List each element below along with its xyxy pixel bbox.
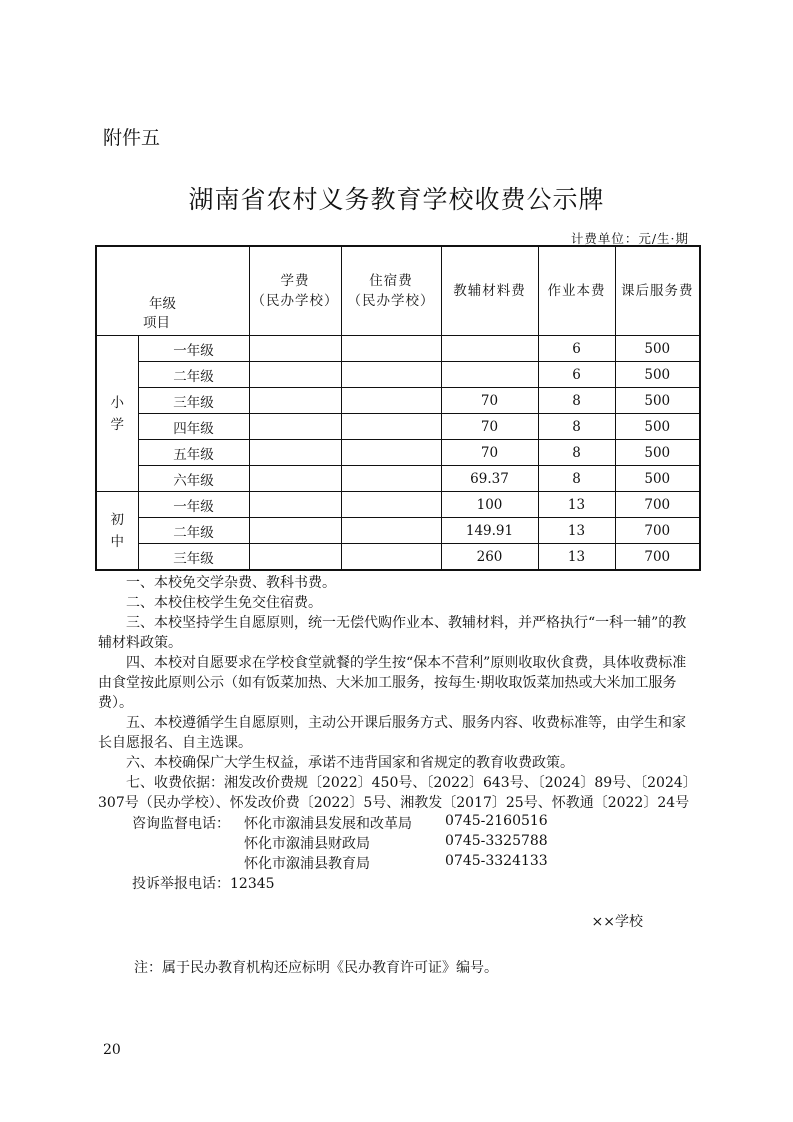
cell-lodging bbox=[341, 414, 441, 440]
note-paragraph: 四、本校对自愿要求在学校食堂就餐的学生按“保本不营利”原则收取伙食费，具体收费标准由食堂按此原则公示（如有饭菜加热、大米加工服务，按每生·期收取饭菜加热或大米加工服务费）。 bbox=[98, 655, 687, 711]
cell-materials bbox=[441, 336, 538, 362]
grade-cell: 五年级 bbox=[138, 440, 249, 466]
cell-lodging bbox=[341, 544, 441, 571]
column-header-lodging bbox=[341, 246, 441, 336]
column-header-subtext: （民办学校） bbox=[347, 293, 435, 309]
cell-materials: 70 bbox=[441, 414, 538, 440]
table-row bbox=[96, 518, 700, 544]
cell-tuition bbox=[249, 518, 341, 544]
cell-workbook: 6 bbox=[538, 362, 615, 388]
corner-item-label: 项目 bbox=[143, 315, 170, 331]
grade-cell: 二年级 bbox=[138, 362, 249, 388]
cell-lodging bbox=[341, 388, 441, 414]
contact-org: 怀化市溆浦县财政局 bbox=[244, 836, 370, 852]
cell-tuition bbox=[249, 336, 341, 362]
footnote: 注：属于民办教育机构还应标明《民办教育许可证》编号。 bbox=[134, 960, 498, 976]
cell-lodging bbox=[341, 336, 441, 362]
column-header-text: 住宿费 bbox=[369, 273, 413, 289]
cell-tuition bbox=[249, 544, 341, 571]
column-header-workbook bbox=[538, 246, 615, 336]
grade-cell: 三年级 bbox=[138, 388, 249, 414]
grade-cell: 一年级 bbox=[138, 492, 249, 518]
contact-phone: 0745-3324133 bbox=[445, 853, 548, 869]
grade-cell: 一年级 bbox=[138, 336, 249, 362]
note-paragraph: 五、本校遵循学生自愿原则，主动公开课后服务方式、服务内容、收费标准等，由学生和家长自愿报名、自主选课。 bbox=[98, 715, 686, 751]
cell-tuition bbox=[249, 388, 341, 414]
cell-materials: 70 bbox=[441, 388, 538, 414]
cell-workbook: 13 bbox=[538, 544, 615, 571]
cell-lodging bbox=[341, 440, 441, 466]
cell-afterschool: 500 bbox=[615, 388, 700, 414]
table-header-row bbox=[96, 246, 700, 336]
table-corner-cell bbox=[96, 246, 249, 336]
notes-section bbox=[98, 573, 698, 813]
cell-workbook: 13 bbox=[538, 492, 615, 518]
cell-workbook: 8 bbox=[538, 440, 615, 466]
cell-tuition bbox=[249, 440, 341, 466]
grade-cell: 四年级 bbox=[138, 414, 249, 440]
school-signature: ××学校 bbox=[591, 914, 643, 930]
contact-org: 怀化市溆浦县发展和改革局 bbox=[244, 816, 412, 832]
cell-materials: 100 bbox=[441, 492, 538, 518]
cell-afterschool: 500 bbox=[615, 336, 700, 362]
stage-cell bbox=[96, 492, 138, 571]
cell-materials: 260 bbox=[441, 544, 538, 571]
cell-materials: 149.91 bbox=[441, 518, 538, 544]
column-header-afterschool bbox=[615, 246, 700, 336]
cell-lodging bbox=[341, 518, 441, 544]
cell-materials: 70 bbox=[441, 440, 538, 466]
consult-label: 咨询监督电话： bbox=[132, 816, 230, 832]
cell-tuition bbox=[249, 466, 341, 492]
page-title: 湖南省农村义务教育学校收费公示牌 bbox=[188, 185, 605, 214]
column-header-tuition bbox=[249, 246, 341, 336]
cell-afterschool: 500 bbox=[615, 414, 700, 440]
cell-afterschool: 700 bbox=[615, 492, 700, 518]
table-row bbox=[96, 544, 700, 571]
cell-afterschool: 500 bbox=[615, 440, 700, 466]
contact-phone: 0745-3325788 bbox=[445, 833, 548, 849]
column-header-text: 作业本费 bbox=[547, 283, 606, 299]
column-header-text: 课后服务费 bbox=[621, 283, 694, 299]
column-header-subtext: （民办学校） bbox=[251, 293, 339, 309]
cell-materials: 69.37 bbox=[441, 466, 538, 492]
stage-char: 小 bbox=[110, 394, 124, 411]
grade-cell: 六年级 bbox=[138, 466, 249, 492]
cell-lodging bbox=[341, 492, 441, 518]
column-header-text: 教辅材料费 bbox=[453, 283, 526, 299]
grade-cell: 三年级 bbox=[138, 544, 249, 571]
cell-afterschool: 700 bbox=[615, 544, 700, 571]
table-row bbox=[96, 336, 700, 362]
stage-char: 学 bbox=[110, 416, 124, 433]
table-row bbox=[96, 466, 700, 492]
cell-workbook: 8 bbox=[538, 466, 615, 492]
table-row bbox=[96, 414, 700, 440]
table-row bbox=[96, 440, 700, 466]
cell-tuition bbox=[249, 414, 341, 440]
attachment-label: 附件五 bbox=[103, 127, 161, 149]
cell-tuition bbox=[249, 492, 341, 518]
complaint-line: 投诉举报电话：12345 bbox=[132, 876, 275, 892]
note-paragraph: 三、本校坚持学生自愿原则，统一无偿代购作业本、教辅材料，并严格执行“一科一辅”的教辅材料政策。 bbox=[98, 615, 687, 651]
corner-grade-label: 年级 bbox=[149, 296, 176, 312]
cell-workbook: 8 bbox=[538, 414, 615, 440]
note-paragraph: 六、本校确保广大学生权益，承诺不违背国家和省规定的教育收费政策。 bbox=[126, 755, 574, 771]
stage-cell bbox=[96, 336, 138, 492]
contact-org: 怀化市溆浦县教育局 bbox=[244, 856, 370, 872]
unit-label: 计费单位：元/生·期 bbox=[570, 231, 689, 246]
contact-phone: 0745-2160516 bbox=[445, 813, 548, 829]
note-paragraph: 七、收费依据：湘发改价费规〔2022〕450号、〔2022〕643号、〔2024〕89号、〔2024〕307号（民办学校）、怀发改价费〔2022〕5号、湘教发〔2017〕25号、怀教通〔2022〕24号 bbox=[98, 775, 697, 811]
table-row bbox=[96, 388, 700, 414]
table-row bbox=[96, 492, 700, 518]
cell-lodging bbox=[341, 362, 441, 388]
stage-char: 中 bbox=[110, 533, 124, 550]
cell-workbook: 8 bbox=[538, 388, 615, 414]
cell-workbook: 13 bbox=[538, 518, 615, 544]
cell-afterschool: 700 bbox=[615, 518, 700, 544]
cell-lodging bbox=[341, 466, 441, 492]
cell-materials bbox=[441, 362, 538, 388]
table-row bbox=[96, 362, 700, 388]
column-header-text: 学费 bbox=[280, 273, 310, 289]
stage-char: 初 bbox=[110, 511, 124, 528]
cell-workbook: 6 bbox=[538, 336, 615, 362]
cell-tuition bbox=[249, 362, 341, 388]
note-paragraph: 二、本校住校学生免交住宿费。 bbox=[126, 595, 322, 611]
fee-table bbox=[95, 245, 701, 571]
cell-afterschool: 500 bbox=[615, 466, 700, 492]
grade-cell: 二年级 bbox=[138, 518, 249, 544]
note-paragraph: 一、本校免交学杂费、教科书费。 bbox=[126, 575, 336, 591]
cell-afterschool: 500 bbox=[615, 362, 700, 388]
column-header-materials bbox=[441, 246, 538, 336]
page-number: 20 bbox=[103, 1042, 121, 1058]
